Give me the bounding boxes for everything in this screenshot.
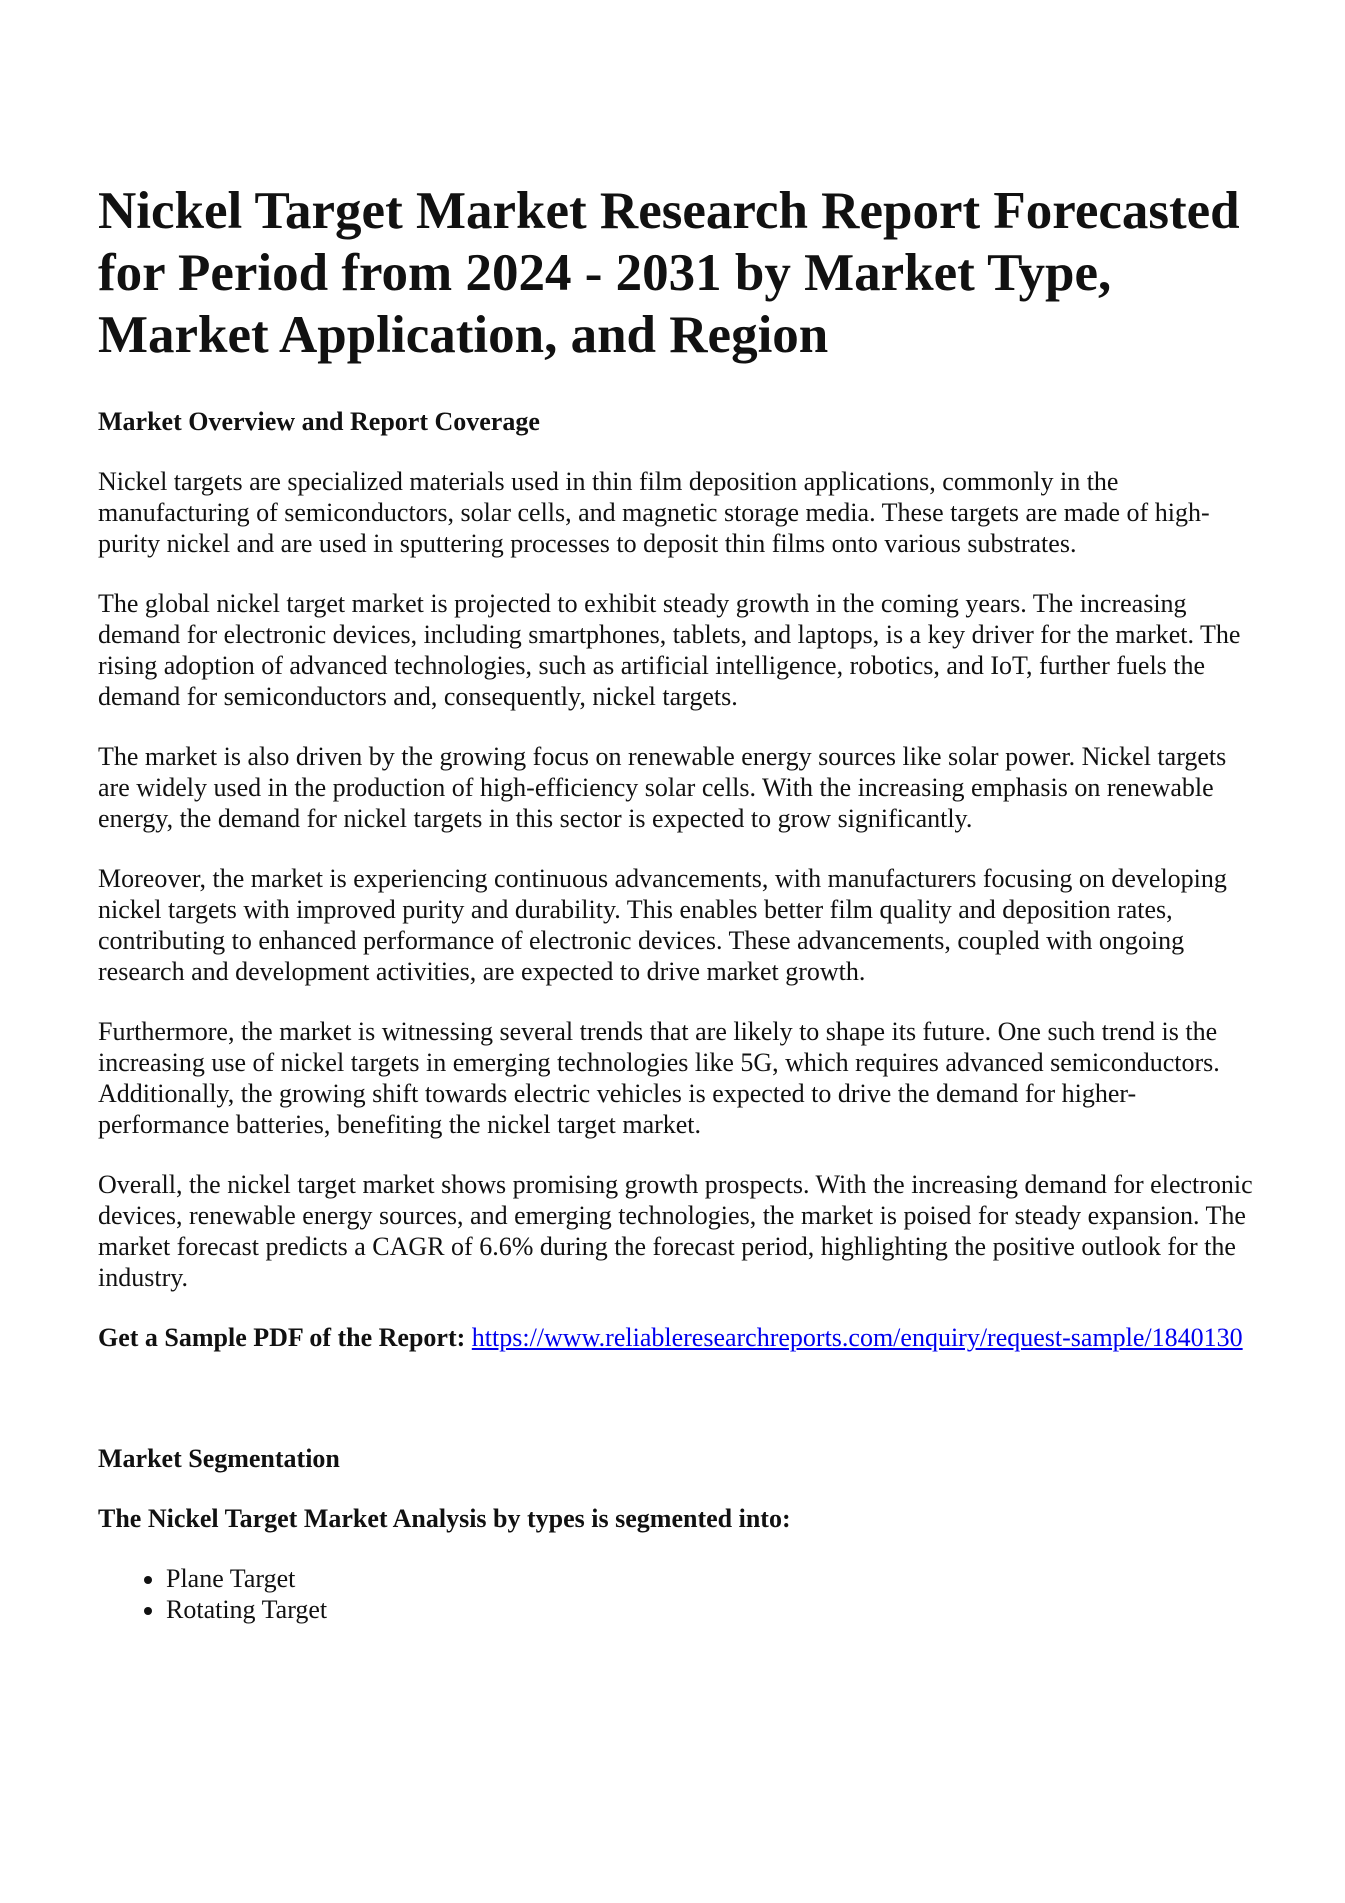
sample-pdf-line <box>98 1322 1258 1353</box>
segmentation-heading: Market Segmentation <box>98 1444 340 1473</box>
spacer <box>98 1353 1258 1443</box>
document-page <box>98 180 1258 1625</box>
sample-pdf-label: Get a Sample PDF of the Report: <box>98 1323 466 1352</box>
overview-paragraph-6: Overall, the nickel target market shows promising growth prospects. With the increasing demand for electronic devices, renewable energy sources, and emerging technologies, the market is poised for steady expansion. The market forecast predicts a CAGR of 6.6% during the forecast period, highlighting the positive outlook for the industry. <box>98 1170 1253 1292</box>
segmentation-types-list <box>98 1563 1258 1625</box>
document-title: Nickel Target Market Research Report Forecasted for Period from 2024 - 2031 by Market Type, Market Application, and Region <box>98 182 1240 364</box>
list-item: • Rotating Target <box>166 1594 1258 1625</box>
overview-paragraph-4: Moreover, the market is experiencing continuous advancements, with manufacturers focusing on developing nickel targets with improved purity and durability. This enables better film quality and deposition rates, contributing to enhanced performance of electronic devices. These advancements, coupled with ongoing research and development activities, are expected to drive market growth. <box>98 864 1227 986</box>
segmentation-types-heading: The Nickel Target Market Analysis by types is segmented into: <box>98 1504 791 1533</box>
overview-heading: Market Overview and Report Coverage <box>98 407 540 436</box>
overview-paragraph-5: Furthermore, the market is witnessing several trends that are likely to shape its future. One such trend is the increasing use of nickel targets in emerging technologies like 5G, which requires advanced semiconductors. Additionally, the growing shift towards electric vehicles is expected to drive the demand for higher-performance batteries, benefiting the nickel target market. <box>98 1017 1220 1139</box>
list-item: • Plane Target <box>166 1563 1258 1594</box>
sample-pdf-link[interactable]: https://www.reliableresearchreports.com/enquiry/request-sample/1840130 <box>471 1323 1243 1352</box>
overview-paragraph-3: The market is also driven by the growing focus on renewable energy sources like solar power. Nickel targets are widely used in the production of high-efficiency solar cells. With the increasing emphasis on renewable energy, the demand for nickel targets in this sector is expected to grow significantly. <box>98 742 1227 833</box>
overview-paragraph-1: Nickel targets are specialized materials used in thin film deposition applications, commonly in the manufacturing of semiconductors, solar cells, and magnetic storage media. These targets are made of high-purity nickel and are used in sputtering processes to deposit thin films onto various substrates. <box>98 467 1210 558</box>
overview-paragraph-2: The global nickel target market is projected to exhibit steady growth in the coming years. The increasing demand for electronic devices, including smartphones, tablets, and laptops, is a key driver for the market. The rising adoption of advanced technologies, such as artificial intelligence, robotics, and IoT, further fuels the demand for semiconductors and, consequently, nickel targets. <box>98 589 1241 711</box>
